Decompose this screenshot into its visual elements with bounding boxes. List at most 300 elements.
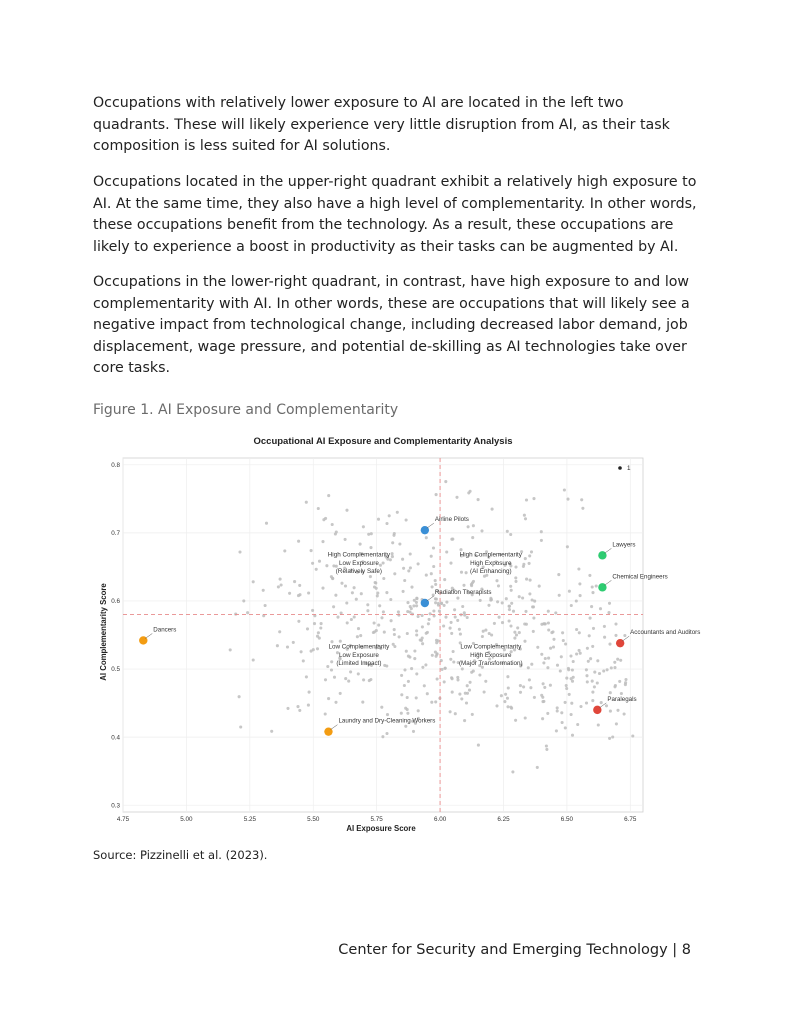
- occupation-point: [568, 590, 571, 593]
- occupation-point: [603, 636, 606, 639]
- occupation-point: [585, 701, 588, 704]
- occupation-point: [509, 585, 512, 588]
- y-tick-label: 0.7: [111, 530, 120, 538]
- occupation-point: [407, 655, 410, 658]
- occupation-point: [415, 629, 418, 632]
- occupation-point: [540, 623, 543, 626]
- occupation-point: [468, 689, 471, 692]
- occupation-point: [421, 614, 424, 617]
- occupation-point: [331, 523, 334, 526]
- y-tick-label: 0.6: [111, 598, 120, 606]
- occupation-point: [595, 584, 598, 587]
- x-tick-label: 6.25: [497, 816, 510, 823]
- occupation-point: [252, 580, 255, 583]
- occupation-point: [556, 709, 559, 712]
- occupation-point: [425, 574, 428, 577]
- occupation-point: [424, 663, 427, 666]
- occupation-point: [403, 579, 406, 582]
- occupation-point: [373, 621, 376, 624]
- occupation-point: [334, 532, 337, 535]
- occupation-point: [490, 598, 493, 601]
- occupation-point: [500, 694, 503, 697]
- occupation-point: [528, 678, 531, 681]
- occupation-point: [510, 602, 513, 605]
- occupation-point: [529, 686, 532, 689]
- occupation-point: [451, 691, 454, 694]
- occupation-point: [393, 572, 396, 575]
- occupation-point: [397, 610, 400, 613]
- occupation-point: [616, 709, 619, 712]
- occupation-point: [434, 601, 437, 604]
- occupation-point: [461, 667, 464, 670]
- occupation-point: [313, 622, 316, 625]
- occupation-point: [430, 701, 433, 704]
- occupation-point: [563, 488, 566, 491]
- occupation-point: [292, 641, 295, 644]
- occupation-point: [618, 680, 621, 683]
- occupation-point: [264, 604, 267, 607]
- occupation-point: [570, 604, 573, 607]
- occupation-point: [504, 693, 507, 696]
- occupation-point: [540, 653, 543, 656]
- occupation-point: [406, 696, 409, 699]
- occupation-point: [585, 668, 588, 671]
- occupation-point: [528, 592, 531, 595]
- occupation-point: [470, 583, 473, 586]
- occupation-point: [405, 518, 408, 521]
- occupation-point: [510, 589, 513, 592]
- occupation-point: [503, 700, 506, 703]
- occupation-point: [506, 675, 509, 678]
- occupation-point: [390, 619, 393, 622]
- quadrant-label-line: Low Exposure: [338, 559, 379, 567]
- occupation-point: [577, 567, 580, 570]
- occupation-point: [349, 670, 352, 673]
- occupation-point: [495, 579, 498, 582]
- occupation-point: [613, 661, 616, 664]
- occupation-point: [402, 590, 405, 593]
- occupation-point: [464, 692, 467, 695]
- occupation-point: [460, 571, 463, 574]
- occupation-point: [355, 598, 358, 601]
- occupation-point: [552, 638, 555, 641]
- occupation-point: [484, 680, 487, 683]
- occupation-point: [386, 713, 389, 716]
- occupation-point: [410, 607, 413, 610]
- occupation-point: [579, 652, 582, 655]
- occupation-point: [487, 604, 490, 607]
- footer-separator: |: [672, 942, 678, 958]
- occupation-point: [442, 624, 445, 627]
- occupation-point: [458, 628, 461, 631]
- occupation-point: [514, 719, 517, 722]
- x-tick-label: 6.50: [560, 816, 574, 823]
- occupation-point: [496, 600, 499, 603]
- occupation-point: [445, 550, 448, 553]
- occupation-point: [540, 530, 543, 533]
- occupation-point: [415, 601, 418, 604]
- occupation-point: [619, 659, 622, 662]
- occupation-point: [570, 702, 573, 705]
- occupation-point: [471, 536, 474, 539]
- occupation-point: [614, 634, 617, 637]
- occupation-point: [449, 710, 452, 713]
- occupation-point: [415, 604, 418, 607]
- occupation-point: [443, 680, 446, 683]
- occupation-point: [435, 493, 438, 496]
- occupation-point: [596, 681, 599, 684]
- occupation-point: [597, 723, 600, 726]
- occupation-point: [532, 630, 535, 633]
- occupation-point: [546, 712, 549, 715]
- quadrant-label-line: High Exposure: [470, 651, 512, 659]
- occupation-point: [370, 532, 373, 535]
- paragraph-low-exposure: Occupations with relatively lower exposure to AI are located in the left two quadrants. These will likely experience very little disruption from AI, as their task composition is less suited for AI solutions.: [93, 95, 670, 154]
- occupation-point: [403, 684, 406, 687]
- occupation-point: [463, 719, 466, 722]
- occupation-point: [482, 630, 485, 633]
- occupation-point: [350, 618, 353, 621]
- occupation-point: [440, 602, 443, 605]
- occupation-point: [532, 497, 535, 500]
- occupation-point: [593, 685, 596, 688]
- occupation-point: [560, 655, 563, 658]
- paragraph-upper-right: Occupations located in the upper-right quadrant exhibit a relatively high exposure to AI. At the same time, they also have a high level of complementarity. In other words, these occupations benefit from the technology. As a result, these occupations are likely to experience a boost in productivity as their tasks can be augmented by AI.: [93, 174, 697, 255]
- occupation-point: [330, 660, 333, 663]
- occupation-point: [391, 552, 394, 555]
- occupation-point: [413, 649, 416, 652]
- occupation-point: [568, 693, 571, 696]
- highlight-label: Chemical Engineers: [612, 573, 668, 581]
- occupation-point: [404, 725, 407, 728]
- occupation-point: [541, 717, 544, 720]
- occupation-point: [432, 546, 435, 549]
- occupation-point: [518, 595, 521, 598]
- occupation-point: [549, 647, 552, 650]
- quadrant-label-line: Low Complementarity: [460, 643, 522, 651]
- occupation-point: [298, 584, 301, 587]
- occupation-point: [403, 668, 406, 671]
- occupation-point: [406, 632, 409, 635]
- occupation-point: [406, 601, 409, 604]
- chart-grid: [123, 458, 643, 812]
- occupation-point: [430, 572, 433, 575]
- occupation-point: [359, 634, 362, 637]
- occupation-point: [441, 668, 444, 671]
- quadrant-label-line: High Complementarity: [327, 551, 391, 559]
- occupation-point: [415, 633, 418, 636]
- occupation-point: [605, 704, 608, 707]
- occupation-point: [315, 568, 318, 571]
- occupation-point: [524, 610, 527, 613]
- occupation-point: [318, 637, 321, 640]
- occupation-point: [514, 576, 517, 579]
- occupation-point: [527, 666, 530, 669]
- occupation-point: [591, 699, 594, 702]
- occupation-point: [567, 668, 570, 671]
- occupation-point: [547, 628, 550, 631]
- occupation-point: [588, 634, 591, 637]
- occupation-point: [599, 607, 602, 610]
- occupation-point: [525, 578, 528, 581]
- quadrant-label-line: High Complementarity: [459, 551, 522, 559]
- figure-caption: Figure 1. AI Exposure and Complementarity: [93, 402, 399, 418]
- occupation-point: [357, 672, 360, 675]
- occupation-point: [407, 569, 410, 572]
- occupation-point: [252, 658, 255, 661]
- occupation-point: [345, 601, 348, 604]
- quadrant-label-line: (Relatively Safe): [335, 568, 383, 576]
- occupation-point: [398, 635, 401, 638]
- occupation-point: [529, 579, 532, 582]
- occupation-point: [544, 657, 547, 660]
- occupation-point: [377, 624, 380, 627]
- occupation-point: [560, 711, 563, 714]
- occupation-point: [277, 585, 280, 588]
- occupation-point: [479, 599, 482, 602]
- occupation-point: [400, 712, 403, 715]
- occupation-point: [477, 498, 480, 501]
- occupation-point: [536, 646, 539, 649]
- occupation-point: [614, 684, 617, 687]
- occupation-point: [533, 600, 536, 603]
- occupation-point: [385, 732, 388, 735]
- occupation-point: [302, 659, 305, 662]
- occupation-point: [609, 691, 612, 694]
- occupation-point: [333, 676, 336, 679]
- occupation-point: [498, 616, 501, 619]
- occupation-point: [545, 748, 548, 751]
- occupation-point: [565, 684, 568, 687]
- occupation-point: [564, 642, 567, 645]
- occupation-point: [415, 672, 418, 675]
- occupation-point: [443, 578, 446, 581]
- occupation-point: [580, 498, 583, 501]
- occupation-point: [508, 608, 511, 611]
- y-tick-label: 0.8: [111, 462, 120, 470]
- occupation-point: [380, 706, 383, 709]
- occupation-point: [575, 628, 578, 631]
- occupation-point: [591, 585, 594, 588]
- occupation-point: [507, 686, 510, 689]
- occupation-point: [452, 650, 455, 653]
- occupation-point: [561, 631, 564, 634]
- occupation-point: [614, 622, 617, 625]
- occupation-point: [588, 574, 591, 577]
- quadrant-label-line: High Exposure: [470, 559, 512, 567]
- occupation-point: [525, 498, 528, 501]
- occupation-point: [465, 571, 468, 574]
- x-tick-label: 5.00: [180, 816, 193, 823]
- occupation-point: [389, 598, 392, 601]
- occupation-point: [524, 557, 527, 560]
- occupation-point: [565, 677, 568, 680]
- occupation-point: [417, 562, 420, 565]
- occupation-point: [514, 580, 517, 583]
- occupation-point: [434, 579, 437, 582]
- occupation-point: [276, 644, 279, 647]
- occupation-point: [443, 604, 446, 607]
- occupation-point: [591, 680, 594, 683]
- occupation-point: [555, 729, 558, 732]
- occupation-point: [508, 605, 511, 608]
- occupation-point: [310, 549, 313, 552]
- occupation-point: [325, 564, 328, 567]
- occupation-point: [481, 635, 484, 638]
- occupation-point: [382, 561, 385, 564]
- occupation-point: [592, 627, 595, 630]
- occupation-point: [528, 554, 531, 557]
- occupation-point: [421, 636, 424, 639]
- occupation-point: [280, 583, 283, 586]
- occupation-point: [512, 610, 515, 613]
- occupation-point: [360, 592, 363, 595]
- occupation-point: [477, 744, 480, 747]
- occupation-point: [515, 633, 518, 636]
- footer-org: Center for Security and Emerging Technology: [338, 942, 668, 958]
- occupation-point: [331, 577, 334, 580]
- occupation-point: [547, 610, 550, 613]
- occupation-point: [480, 529, 483, 532]
- occupation-point: [523, 640, 526, 643]
- occupation-point: [379, 564, 382, 567]
- occupation-point: [450, 621, 453, 624]
- occupation-point: [587, 660, 590, 663]
- occupation-point: [311, 609, 314, 612]
- occupation-point: [308, 691, 311, 694]
- occupation-point: [513, 631, 516, 634]
- occupation-point: [410, 586, 413, 589]
- occupation-point: [470, 671, 473, 674]
- occupation-point: [506, 697, 509, 700]
- occupation-point: [376, 594, 379, 597]
- quadrant-label-line: (Major Transformation): [458, 660, 523, 668]
- occupation-point: [262, 589, 265, 592]
- occupation-point: [382, 610, 385, 613]
- plot-area: [123, 458, 643, 812]
- occupation-point: [589, 617, 592, 620]
- occupation-point: [607, 611, 610, 614]
- occupation-point: [450, 538, 453, 541]
- occupation-point: [541, 700, 544, 703]
- occupation-point: [307, 591, 310, 594]
- occupation-point: [405, 650, 408, 653]
- occupation-point: [565, 687, 568, 690]
- occupation-point: [307, 704, 310, 707]
- occupation-point: [297, 620, 300, 623]
- occupation-point: [279, 578, 282, 581]
- occupation-point: [586, 680, 589, 683]
- occupation-point: [382, 577, 385, 580]
- occupation-point: [320, 622, 323, 625]
- occupation-point: [467, 491, 470, 494]
- occupation-point: [356, 635, 359, 638]
- occupation-point: [575, 599, 578, 602]
- occupation-point: [613, 666, 616, 669]
- x-tick-label: 4.75: [116, 816, 130, 823]
- occupation-point: [586, 647, 589, 650]
- x-tick-label: 5.75: [370, 816, 383, 823]
- occupation-point: [344, 584, 347, 587]
- occupation-point: [451, 677, 454, 680]
- occupation-point: [522, 685, 525, 688]
- occupation-point: [578, 582, 581, 585]
- occupation-point: [427, 622, 430, 625]
- highlight-label: Paralegals: [607, 695, 637, 703]
- occupation-point: [362, 678, 365, 681]
- occupation-point: [570, 677, 573, 680]
- occupation-point: [383, 664, 386, 667]
- occupation-point: [346, 621, 349, 624]
- occupation-point: [339, 692, 342, 695]
- occupation-point: [509, 533, 512, 536]
- occupation-point: [591, 591, 594, 594]
- occupation-point: [559, 669, 562, 672]
- occupation-point: [406, 712, 409, 715]
- occupation-point: [483, 690, 486, 693]
- occupation-point: [591, 691, 594, 694]
- highlight-label: Airline Pilots: [434, 516, 469, 524]
- occupation-point: [602, 669, 605, 672]
- chart-title: Occupational AI Exposure and Complementarity Analysis: [253, 436, 513, 447]
- occupation-point: [430, 555, 433, 558]
- occupation-point: [540, 539, 543, 542]
- occupation-point: [351, 591, 354, 594]
- occupation-point: [239, 725, 242, 728]
- occupation-point: [523, 622, 526, 625]
- occupation-point: [562, 639, 565, 642]
- occupation-point: [436, 677, 439, 680]
- occupation-point: [506, 705, 509, 708]
- occupation-point: [611, 735, 614, 738]
- occupation-point: [624, 678, 627, 681]
- occupation-point: [454, 615, 457, 618]
- occupation-point: [484, 629, 487, 632]
- occupation-point: [465, 701, 468, 704]
- occupation-point: [402, 567, 405, 570]
- occupation-point: [514, 565, 517, 568]
- page-number: 8: [681, 942, 691, 958]
- occupation-point: [452, 660, 455, 663]
- occupation-point: [388, 514, 391, 517]
- occupation-point: [270, 730, 273, 733]
- occupation-point: [478, 673, 481, 676]
- quadrant-label-line: Low Exposure: [338, 651, 379, 659]
- occupation-point: [497, 584, 500, 587]
- occupation-point: [518, 631, 521, 634]
- occupation-point: [317, 631, 320, 634]
- occupation-point: [412, 730, 415, 733]
- occupation-point: [380, 616, 383, 619]
- occupation-point: [392, 643, 395, 646]
- occupation-point: [397, 614, 400, 617]
- occupation-point: [305, 675, 308, 678]
- occupation-point: [444, 616, 447, 619]
- occupation-point: [330, 668, 333, 671]
- occupation-point: [286, 707, 289, 710]
- occupation-point: [569, 654, 572, 657]
- occupation-point: [317, 507, 320, 510]
- occupation-point: [495, 704, 498, 707]
- occupation-point: [606, 668, 609, 671]
- occupation-point: [288, 592, 291, 595]
- occupation-point: [456, 597, 459, 600]
- occupation-point: [412, 604, 415, 607]
- occupation-point: [334, 594, 337, 597]
- occupation-point: [600, 701, 603, 704]
- occupation-point: [391, 541, 394, 544]
- occupation-point: [385, 591, 388, 594]
